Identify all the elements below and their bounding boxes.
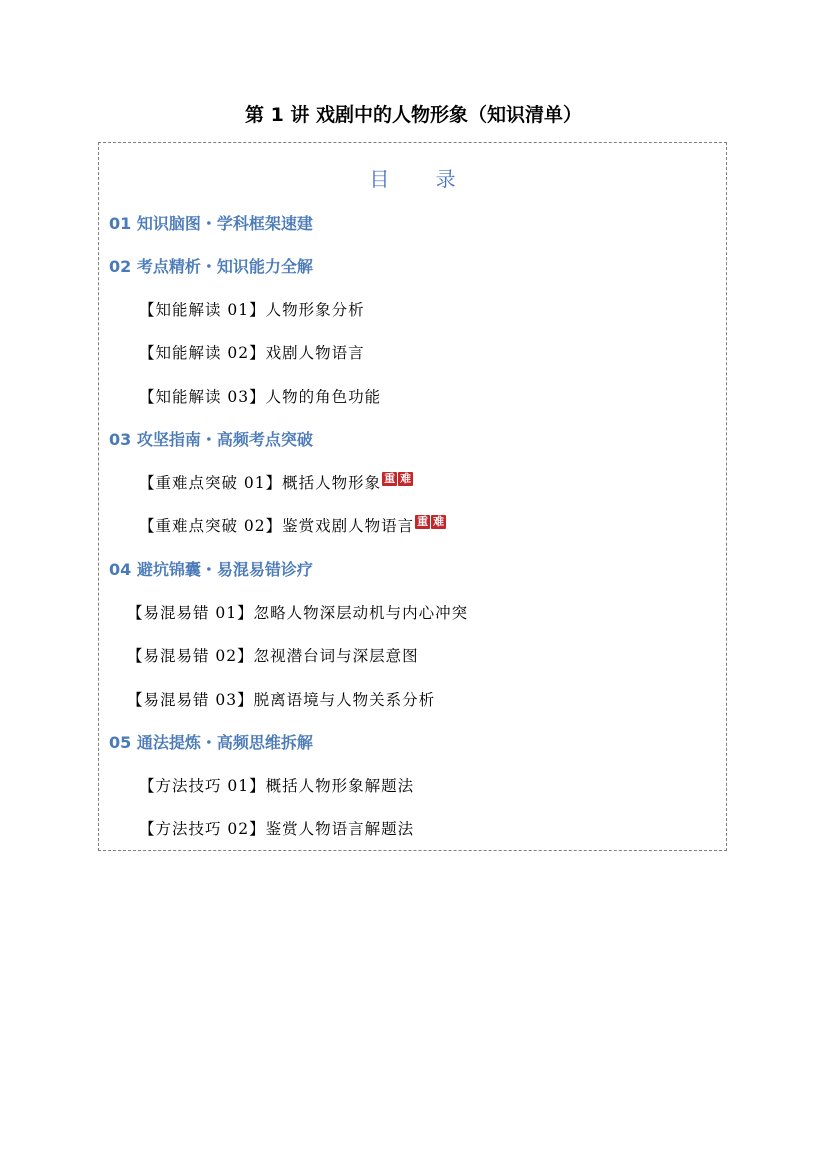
key-difficult-badge (382, 472, 414, 486)
table-of-contents (98, 142, 727, 851)
toc-item[interactable]: 【知能解读 01】人物形象分析 (139, 301, 365, 319)
badge-zhong: 重 (384, 472, 396, 485)
toc-section-04[interactable]: 04 避坑锦囊・易混易错诊疗 (109, 560, 313, 579)
toc-section-03[interactable]: 03 攻坚指南・高频考点突破 (109, 430, 313, 449)
toc-item[interactable]: 【知能解读 02】戏剧人物语言 (139, 344, 365, 362)
toc-section-01[interactable]: 01 知识脑图・学科框架速建 (109, 214, 313, 233)
toc-section-02[interactable]: 02 考点精析・知识能力全解 (109, 257, 313, 276)
toc-item[interactable]: 【方法技巧 02】鉴赏人物语言解题法 (139, 820, 415, 838)
toc-item-label: 【重难点突破 01】概括人物形象 (139, 474, 382, 492)
toc-item[interactable] (139, 515, 447, 537)
toc-item[interactable]: 【易混易错 02】忽视潜台词与深层意图 (127, 647, 419, 665)
toc-item[interactable]: 【易混易错 01】忽略人物深层动机与内心冲突 (127, 604, 469, 622)
toc-section-05[interactable]: 05 通法提炼・高频思维拆解 (109, 733, 313, 752)
document-title: 第 1 讲 戏剧中的人物形象（知识清单） (244, 104, 583, 126)
key-difficult-badge (415, 515, 447, 529)
toc-item[interactable]: 【知能解读 03】人物的角色功能 (139, 388, 382, 406)
toc-item-label: 【重难点突破 02】鉴赏戏剧人物语言 (139, 517, 415, 535)
toc-item[interactable]: 【方法技巧 01】概括人物形象解题法 (139, 777, 415, 795)
toc-heading: 目 录 (369, 167, 476, 191)
toc-item[interactable] (139, 472, 414, 494)
toc-item[interactable]: 【易混易错 03】脱离语境与人物关系分析 (127, 691, 436, 709)
badge-zhong: 重 (417, 515, 429, 528)
badge-nan: 难 (400, 472, 412, 485)
badge-nan: 难 (433, 515, 445, 528)
